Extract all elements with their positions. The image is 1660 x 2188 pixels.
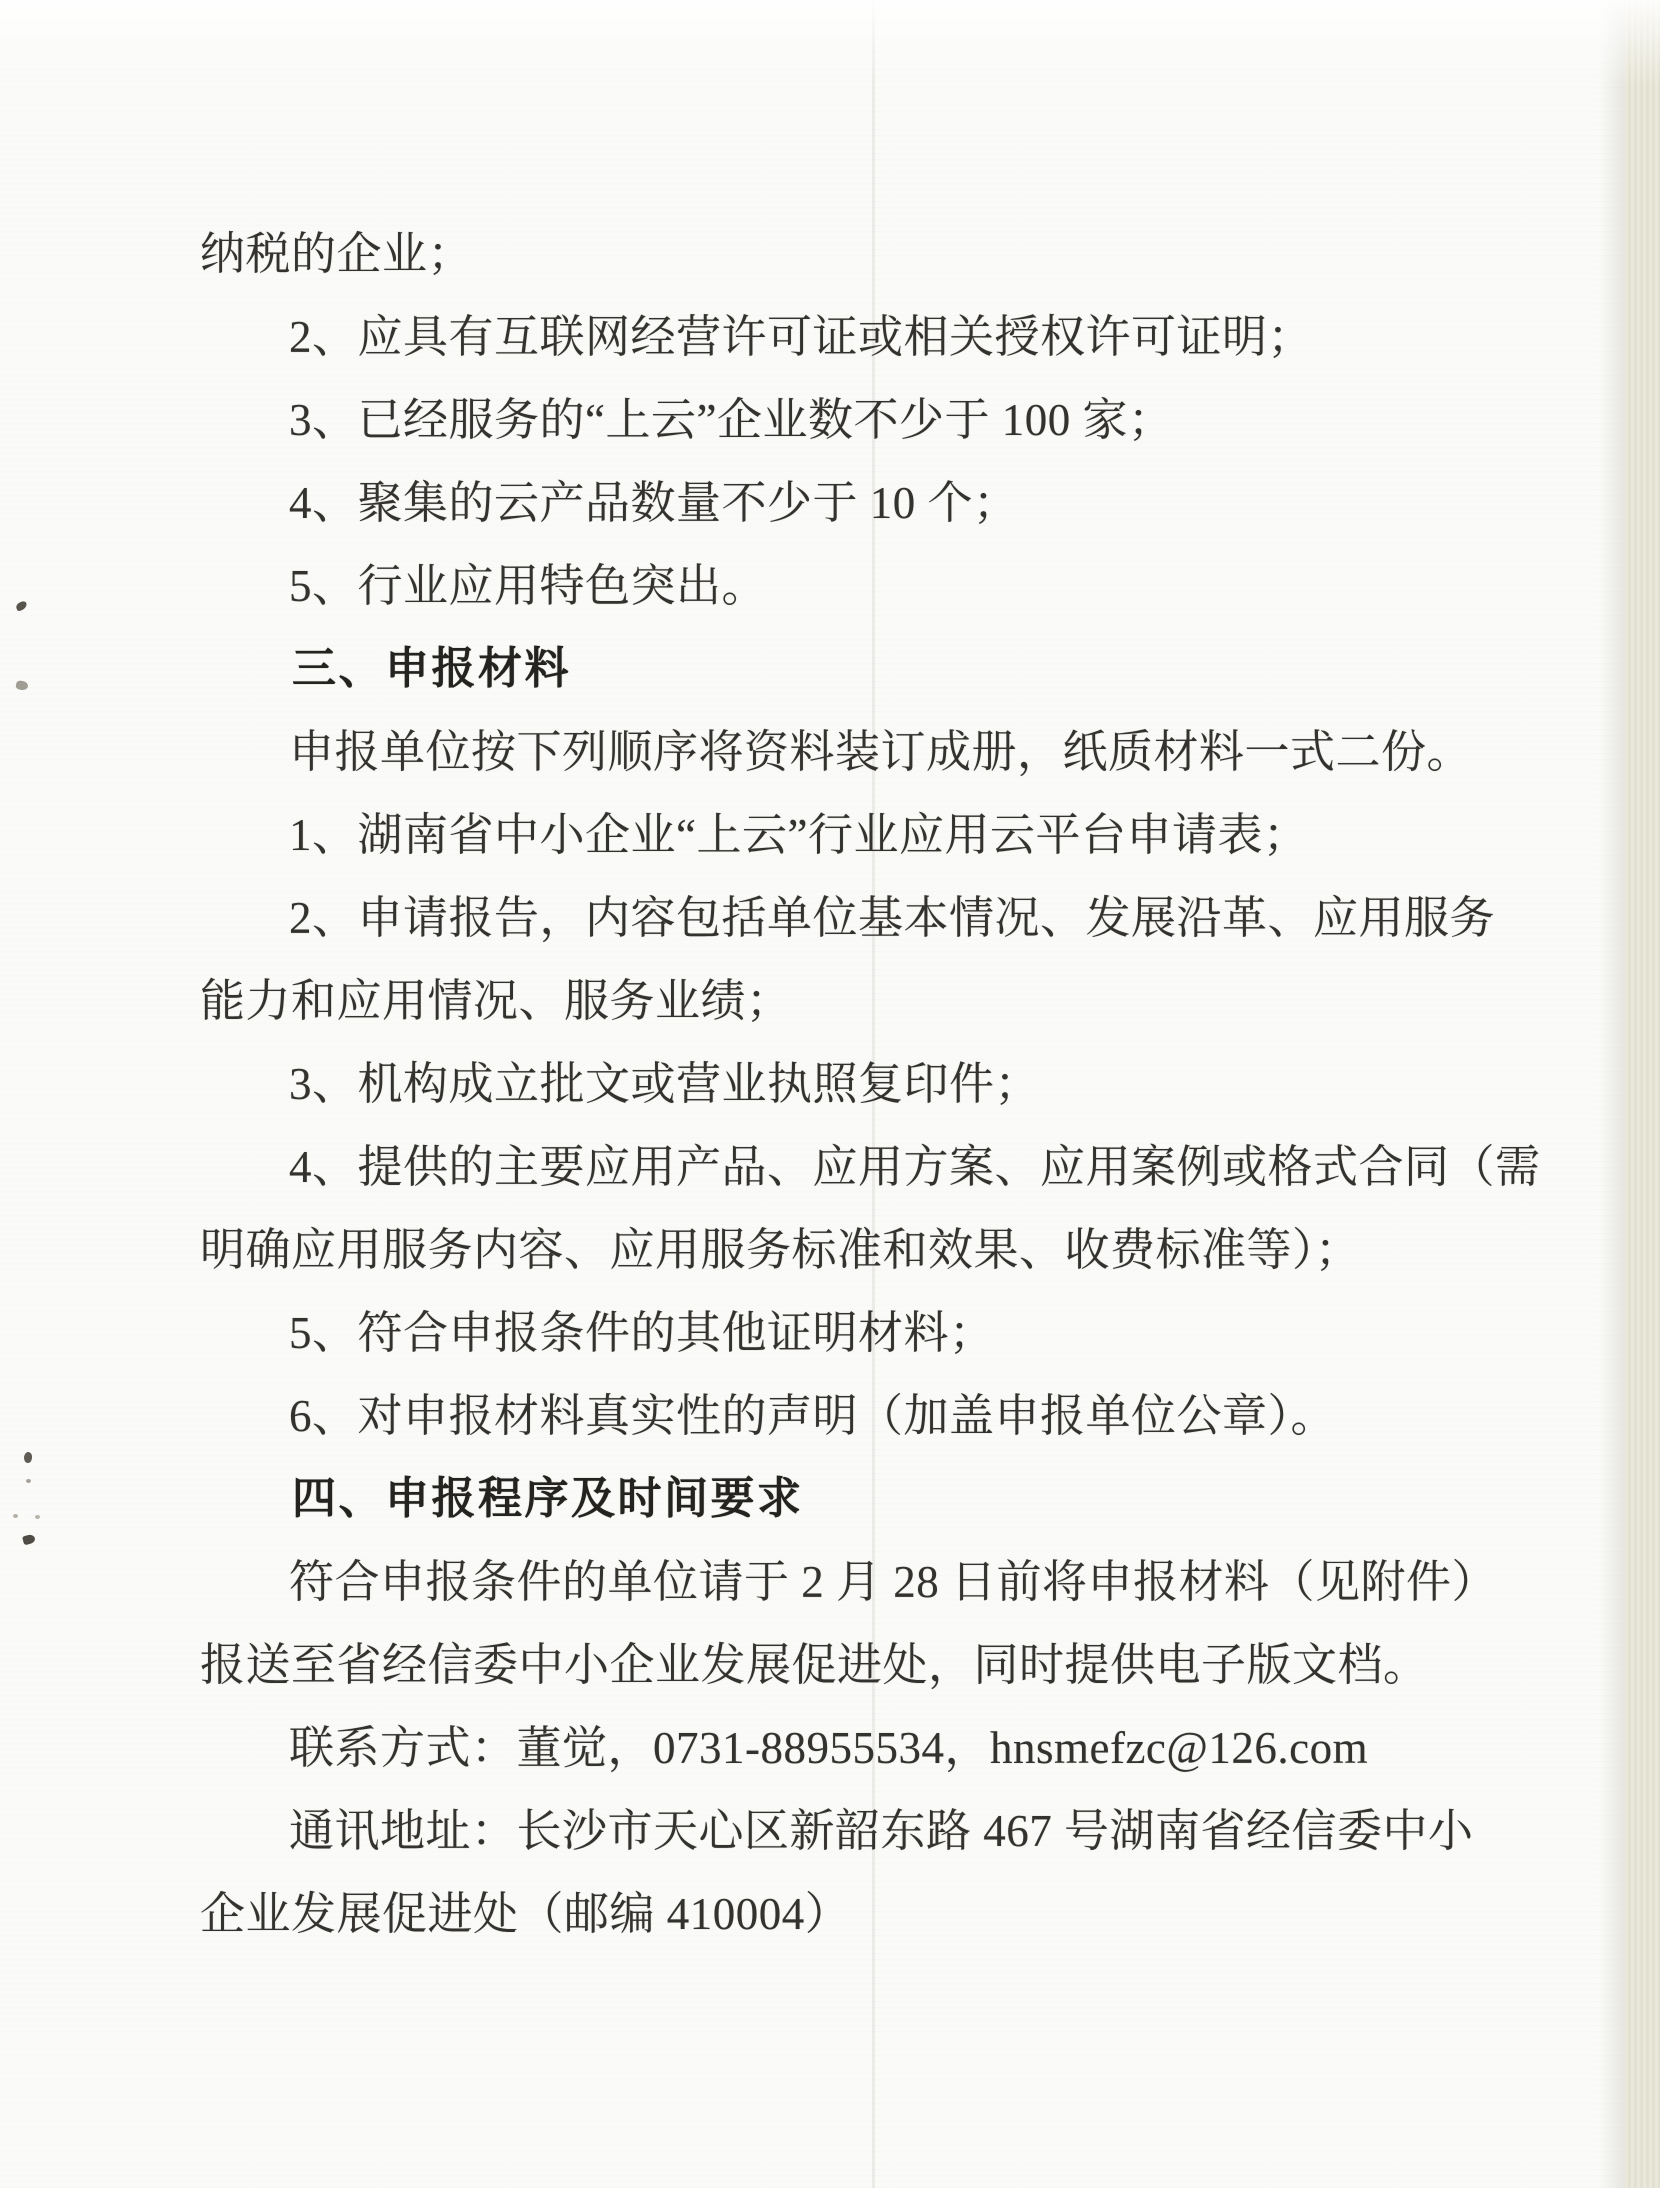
document-line: 2、申请报告，内容包括单位基本情况、发展沿革、应用服务 xyxy=(289,893,1496,943)
document-line: 纳税的企业； xyxy=(200,229,474,279)
scan-speckle xyxy=(15,680,29,691)
document-line: 4、聚集的云产品数量不少于 10 个； xyxy=(289,478,1019,528)
document-line: 3、已经服务的“上云”企业数不少于 100 家； xyxy=(289,395,1174,445)
document-line: 企业发展促进处（邮编 410004） xyxy=(200,1889,851,1939)
section-heading: 四、申报程序及时间要求 xyxy=(292,1473,804,1524)
document-line: 3、机构成立批文或营业执照复印件； xyxy=(289,1059,1041,1109)
scan-speckle xyxy=(13,1514,18,1518)
document-line: 5、行业应用特色突出。 xyxy=(289,561,768,611)
document-line: 5、符合申报条件的其他证明材料； xyxy=(289,1308,995,1358)
document-line: 申报单位按下列顺序将资料装订成册，纸质材料一式二份。 xyxy=(289,727,1473,777)
page-edge-shadow xyxy=(1598,0,1625,2188)
scan-speckle xyxy=(35,1515,40,1519)
document-line: 能力和应用情况、服务业绩； xyxy=(200,976,792,1026)
scan-speckle xyxy=(26,1479,31,1483)
document-line: 符合申报条件的单位请于 2 月 28 日前将申报材料（见附件） xyxy=(289,1557,1498,1607)
document-line: 6、对申报材料真实性的声明（加盖申报单位公章）。 xyxy=(289,1391,1337,1441)
document-line: 2、应具有互联网经营许可证或相关授权许可证明； xyxy=(289,312,1314,362)
scanner-edge-strip xyxy=(1625,0,1660,2188)
scan-speckle xyxy=(22,1534,36,1546)
document-line: 通讯地址：长沙市天心区新韶东路 467 号湖南省经信委中小 xyxy=(289,1806,1474,1856)
document-line: 联系方式：董觉，0731-88955534，hnsmefzc@126.com xyxy=(289,1723,1369,1773)
scan-speckle xyxy=(23,1451,32,1463)
document-line: 1、湖南省中小企业“上云”行业应用云平台申请表； xyxy=(289,810,1309,860)
section-heading: 三、申报材料 xyxy=(292,643,571,694)
document-line: 4、提供的主要应用产品、应用方案、应用案例或格式合同（需 xyxy=(289,1142,1541,1192)
document-line: 报送至省经信委中小企业发展促进处，同时提供电子版文档。 xyxy=(200,1640,1429,1690)
scan-speckle xyxy=(15,600,28,612)
scan-top-glare xyxy=(0,0,1660,88)
document-line: 明确应用服务内容、应用服务标准和效果、收费标准等）； xyxy=(200,1225,1361,1275)
